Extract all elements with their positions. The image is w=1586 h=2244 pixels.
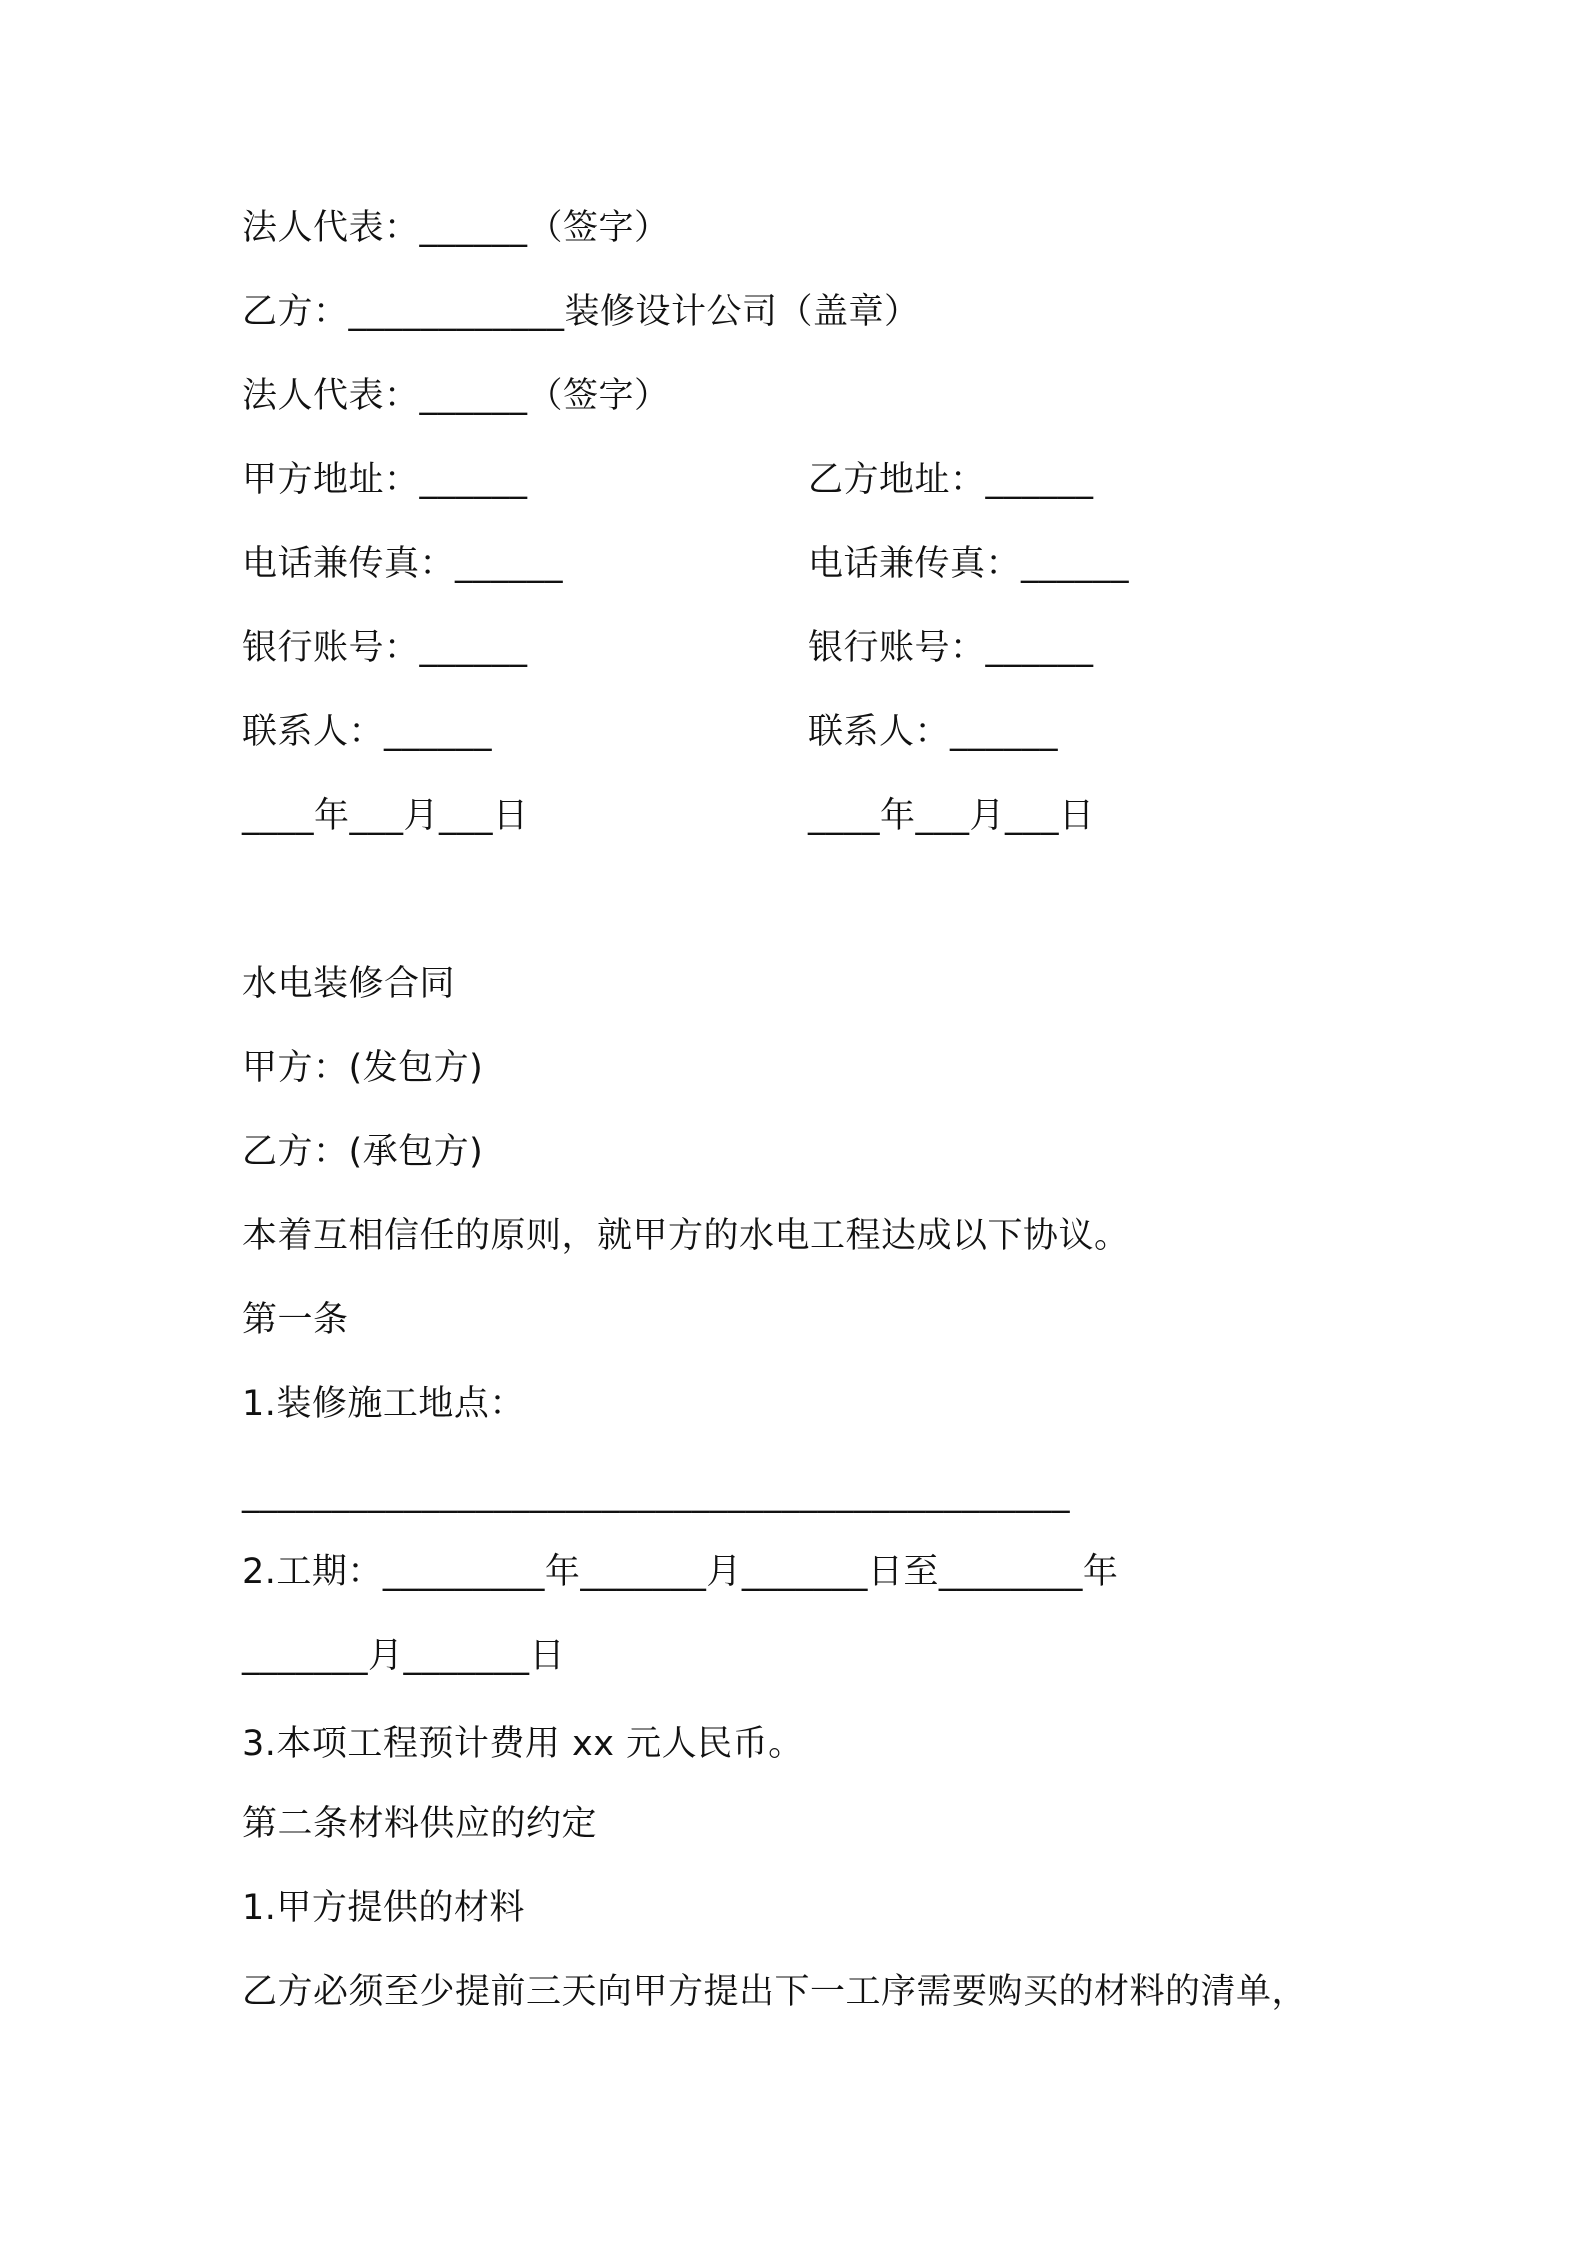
party-a-address: 甲方地址：______ [242, 460, 528, 500]
party-a-bank-account: 银行账号：______ [242, 628, 528, 668]
contract-title: 水电装修合同 [242, 964, 456, 1004]
party-a-contact: 联系人：______ [242, 712, 493, 752]
item-1-site-label: 1.装修施工地点： [242, 1384, 525, 1424]
article-1-heading: 第一条 [242, 1300, 349, 1340]
article-2-item-1: 1.甲方提供的材料 [242, 1888, 525, 1928]
intro-paragraph: 本着互相信任的原则，就甲方的水电工程达成以下协议。 [242, 1216, 1130, 1256]
item-3-cost: 3.本项工程预计费用 xx 元人民币。 [242, 1724, 804, 1764]
party-b-phone-fax: 电话兼传真：______ [808, 544, 1130, 584]
party-b-address: 乙方地址：______ [808, 460, 1094, 500]
article-2-heading: 第二条材料供应的约定 [242, 1804, 598, 1844]
item-2-period-line-2: _______月_______日 [242, 1636, 566, 1676]
party-b-role: 乙方：(承包方) [242, 1132, 484, 1172]
party-a-phone-fax: 电话兼传真：______ [242, 544, 564, 584]
article-2-paragraph: 乙方必须至少提前三天向甲方提出下一工序需要购买的材料的清单， [242, 1972, 1308, 2012]
party-a-date: ____年___月___日 [242, 796, 529, 836]
party-b-bank-account: 银行账号：______ [808, 628, 1094, 668]
party-b-date: ____年___月___日 [808, 796, 1095, 836]
item-2-period-line-1: 2.工期：_________年_______月_______日至________年 [242, 1552, 1119, 1592]
party-b-company-line: 乙方：____________装修设计公司（盖章） [242, 292, 920, 332]
party-b-contact: 联系人：______ [808, 712, 1059, 752]
party-a-representative-line: 法人代表：______（签字） [242, 208, 670, 248]
party-b-representative-line: 法人代表：______（签字） [242, 376, 670, 416]
party-a-role: 甲方：(发包方) [242, 1048, 484, 1088]
item-1-site-blank: ______________________________________________ [242, 1474, 1070, 1514]
